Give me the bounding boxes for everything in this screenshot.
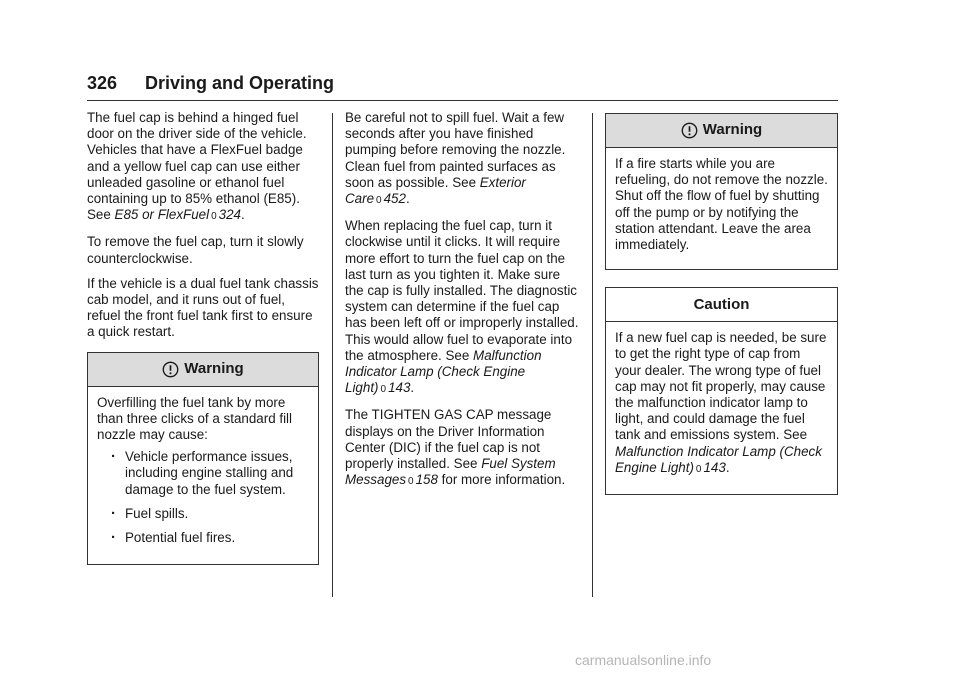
caution-text: If a new fuel cap is needed, be sure to get the right type of cap from your dealer. The wrong type of fuel cap may not fit properly, may cause the malfunction indicator lamp to light, and could damage the fuel tank and emissions system. See Malfunction Indicator Lamp (Check Engine Light) 0 143.	[615, 330, 827, 475]
page-ref-icon: 0	[695, 463, 702, 475]
cross-reference-link[interactable]: Exterior Care 0 452	[345, 174, 526, 207]
paragraph: If the vehicle is a dual fuel tank chassis cab model, and it runs out of fuel, refuel the front fuel tank first to ensure a quick restart.	[87, 275, 319, 340]
warning-body	[606, 148, 837, 269]
column-divider	[332, 113, 333, 597]
cross-reference-link[interactable]: E85 or FlexFuel 0 324	[114, 207, 241, 223]
list-item: . Potential fuel fires.	[125, 530, 309, 546]
caution-box	[605, 287, 838, 495]
list-item: . Vehicle performance issues, including engine stalling and damage to the fuel system.	[125, 449, 309, 498]
warning-intro: Overfilling the fuel tank by more than three clicks of a standard fill nozzle may cause:	[97, 394, 293, 443]
page-ref-icon: 0	[376, 195, 382, 207]
page-ref-icon: 0	[380, 384, 387, 396]
warning-header	[606, 114, 837, 148]
caution-header	[606, 288, 837, 322]
paragraph: The TIGHTEN GAS CAP message displays on the Driver Information Center (DIC) if the fuel cap is not properly installed. See Fuel System Messages 0 158 for more information.	[345, 407, 566, 488]
page-ref-icon: 0	[211, 211, 217, 223]
page-header	[87, 70, 838, 101]
paragraph: The fuel cap is behind a hinged fuel door on the driver side of the vehicle. Vehicles that have a FlexFuel badge and a yellow fuel cap can use either unleaded gasoline or ethanol fuel containing up to 85% ethanol (E85). See E85 or FlexFuel 0 324.	[87, 110, 307, 223]
list-item: . Fuel spills.	[125, 506, 309, 522]
cross-reference-link[interactable]: Malfunction Indicator Lamp (Check Engine Light) 0 143	[345, 347, 542, 396]
column-2	[345, 110, 580, 499]
paragraph: When replacing the fuel cap, turn it clockwise until it clicks. It will require more effort to turn the fuel cap on the last turn as you tighten it. Make sure the cap is fully installed. The diagnostic system can determine if the fuel cap has been left off or improperly installed. This would allow fuel to evaporate into the atmosphere. See Malfunction Indicator Lamp (Check Engine Light) 0 143.	[345, 218, 579, 396]
warning-icon	[681, 122, 698, 139]
cross-reference-link[interactable]: Fuel System Messages 0 158	[345, 456, 556, 488]
warning-list	[97, 449, 309, 546]
warning-body	[88, 387, 318, 565]
paragraph: Be careful not to spill fuel. Wait a few seconds after you have finished pumping before removing the nozzle. Clean fuel from painted surfaces as soon as possible. See Exterior Care 0 452.	[345, 110, 566, 207]
caution-body	[606, 322, 837, 494]
caution-title: Caution	[693, 295, 750, 313]
warning-title: Warning	[184, 360, 244, 378]
column-divider	[592, 113, 593, 597]
warning-box	[605, 113, 838, 270]
watermark: carmanualsonline.info	[575, 652, 712, 668]
paragraph: To remove the fuel cap, turn it slowly counterclockwise.	[87, 234, 304, 266]
column-1	[87, 110, 319, 565]
page-number: 326	[87, 73, 118, 93]
column-3	[605, 113, 838, 495]
section-title: Driving and Operating	[145, 73, 335, 93]
warning-header	[88, 353, 318, 387]
warning-title: Warning	[702, 121, 763, 139]
warning-box	[87, 352, 319, 566]
page-ref-icon: 0	[408, 476, 414, 488]
warning-text: If a fire starts while you are refueling, do not remove the nozzle. Shut off the flow of fuel by shutting off the pump or by notifying the station attendant. Leave the area immediately.	[615, 156, 828, 253]
warning-icon	[162, 361, 179, 378]
cross-reference-link[interactable]: Malfunction Indicator Lamp (Check Engine Light) 0 143	[615, 443, 822, 475]
